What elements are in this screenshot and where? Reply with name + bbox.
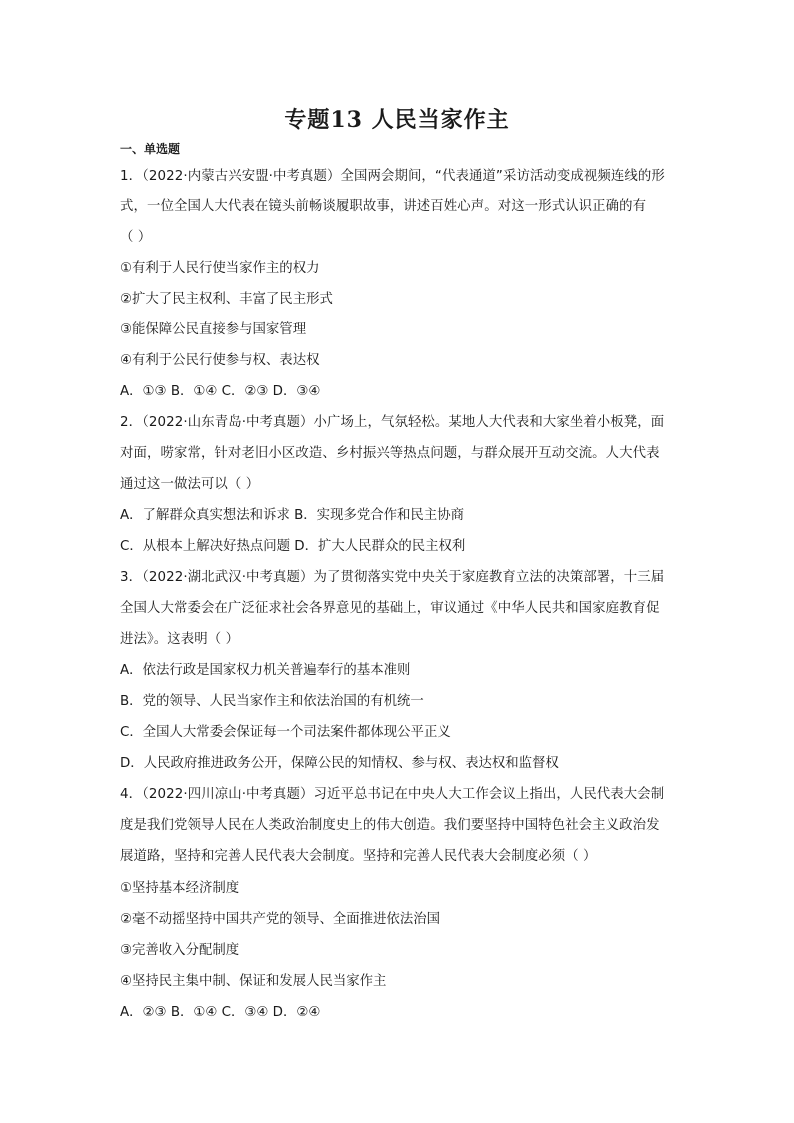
question-3-stem-line-2: 全国人大常委会在广泛征求社会各界意见的基础上，审议通过《中华人民共和国家庭教育促 [120, 601, 660, 616]
question-3-option-c: C．全国人大常委会保证每一个司法案件都体现公平正义 [120, 725, 451, 740]
question-4-item-4: ④坚持民主集中制、保证和发展人民当家作主 [120, 974, 387, 989]
question-1-stem-line-2: 式，一位全国人大代表在镜头前畅谈履职故事，讲述百姓心声。对这一形式认识正确的有 [120, 199, 647, 214]
question-1-item-3: ③能保障公民直接参与国家管理 [120, 322, 307, 337]
question-3-stem-line-3: 进法》。这表明（ ） [120, 632, 240, 647]
question-1-stem-line-3: （ ） [120, 230, 152, 245]
question-4-options: A．②③ B．①④ C．③④ D．②④ [120, 1005, 321, 1020]
question-2-stem-line-1: 2．（2022·山东青岛·中考真题）小广场上，气氛轻松。某地人大代表和大家坐着小板凳，面 [120, 415, 665, 430]
question-4-stem-line-2: 度是我们党领导人民在人类政治制度史上的伟大创造。我们要坚持中国特色社会主义政治发 [120, 818, 660, 833]
question-1-item-4: ④有利于公民行使参与权、表达权 [120, 353, 320, 368]
question-4-item-3: ③完善收入分配制度 [120, 943, 240, 958]
question-2-stem-line-2: 对面，唠家常，针对老旧小区改造、乡村振兴等热点问题，与群众展开互动交流。人大代表 [120, 446, 660, 461]
question-1-options: A．①③ B．①④ C．②③ D．③④ [120, 384, 321, 399]
question-4-stem-line-3: 展道路，坚持和完善人民代表大会制度。坚持和完善人民代表大会制度必须（ ） [120, 849, 597, 864]
question-4-item-2: ②毫不动摇坚持中国共产党的领导、全面推进依法治国 [120, 912, 440, 927]
question-3-stem-line-1: 3．（2022·湖北武汉·中考真题）为了贯彻落实党中央关于家庭教育立法的决策部署，十三届 [120, 570, 665, 585]
question-3-option-b: B．党的领导、人民当家作主和依法治国的有机统一 [120, 694, 424, 709]
question-4-item-1: ①坚持基本经济制度 [120, 881, 240, 896]
question-3-option-d: D．人民政府推进政务公开，保障公民的知情权、参与权、表达权和监督权 [120, 756, 559, 771]
question-2-options-row-2: C．从根本上解决好热点问题 D．扩大人民群众的民主权利 [120, 539, 466, 554]
question-2-stem-line-3: 通过这一做法可以（ ） [120, 477, 260, 492]
question-3-option-a: A．依法行政是国家权力机关普遍奉行的基本准则 [120, 663, 411, 678]
question-1-item-2: ②扩大了民主权利、丰富了民主形式 [120, 292, 333, 307]
section-heading: 一、单选题 [120, 142, 181, 156]
question-2-options-row-1: A．了解群众真实想法和诉求 B．实现多党合作和民主协商 [120, 508, 464, 523]
question-1-stem-line-1: 1．（2022·内蒙古兴安盟·中考真题）全国两会期间，“代表通道”采访活动变成视频连线的形 [120, 169, 665, 184]
page-title: 专题13 人民当家作主 [284, 107, 510, 133]
question-1-item-1: ①有利于人民行使当家作主的权力 [120, 261, 320, 276]
question-4-stem-line-1: 4．（2022·四川凉山·中考真题）习近平总书记在中央人大工作会议上指出，人民代表大会制 [120, 787, 665, 802]
